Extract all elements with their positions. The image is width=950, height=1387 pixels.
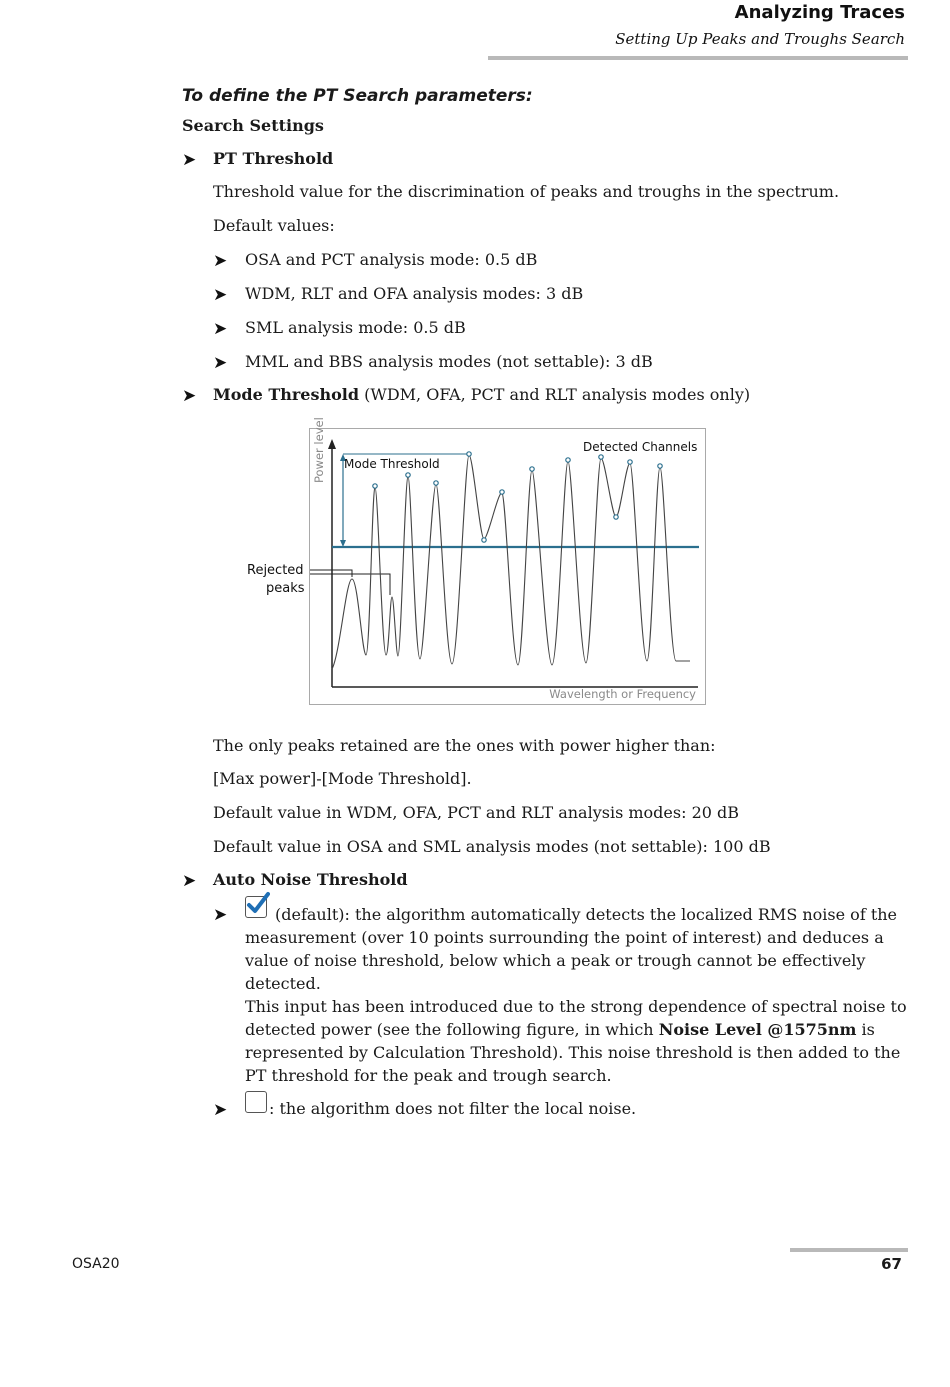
detected-trough-marker xyxy=(482,538,486,542)
detected-peak-marker xyxy=(434,481,438,485)
auto-noise-explanation-part1: This input has been introduced due to the strong dependence of spectral noise to detected power (see the following figure, in which xyxy=(245,997,907,1039)
page-number: 67 xyxy=(881,1255,902,1273)
detected-peak-marker xyxy=(373,484,377,488)
default-value-item: SML analysis mode: 0.5 dB xyxy=(245,318,466,337)
default-value-item: OSA and PCT analysis mode: 0.5 dB xyxy=(245,250,538,269)
detected-peak-marker xyxy=(406,473,410,477)
detected-peak-marker xyxy=(628,460,632,464)
auto-noise-unchecked-description: : the algorithm does not filter the local noise. xyxy=(269,1099,637,1118)
bullet-arrow-icon: ➤ xyxy=(213,1100,228,1120)
chapter-title: Analyzing Traces xyxy=(734,2,905,23)
product-name: OSA20 xyxy=(72,1256,120,1272)
y-axis-label: Power level xyxy=(312,417,326,483)
bullet-arrow-icon: ➤ xyxy=(213,319,228,339)
auto-noise-explanation-part2: is represented by Calculation Threshold). This noise threshold is then added to the PT threshold for the peak and trough search. xyxy=(245,1020,901,1085)
detected-peak-marker xyxy=(599,455,603,459)
bullet-arrow-icon: ➤ xyxy=(213,251,228,271)
noise-level-reference: Noise Level @1575nm xyxy=(658,1020,857,1039)
footer-rule xyxy=(790,1248,908,1252)
mode-threshold-label: Mode Threshold xyxy=(344,457,440,471)
default-value-item: MML and BBS analysis modes (not settable): 3 dB xyxy=(245,352,653,371)
detected-trough-marker xyxy=(614,515,618,519)
mode-threshold-qualifier: (WDM, OFA, PCT and RLT analysis modes only) xyxy=(359,385,751,404)
mode-threshold-formula: [Max power]-[Mode Threshold]. xyxy=(213,769,472,788)
rejected-leader-2 xyxy=(310,574,390,595)
section-heading: Search Settings xyxy=(182,116,324,135)
unchecked-checkbox-icon xyxy=(245,1091,267,1113)
header-rule xyxy=(488,56,908,60)
detected-peak-marker xyxy=(658,464,662,468)
mode-threshold-figure xyxy=(309,417,706,705)
pt-threshold-description: Threshold value for the discrimination of peaks and troughs in the spectrum. xyxy=(213,182,840,201)
bullet-arrow-icon: ➤ xyxy=(182,386,197,406)
procedure-title: To define the PT Search parameters: xyxy=(182,86,533,106)
rejected-peaks-label-line1: Rejected xyxy=(247,563,304,578)
auto-noise-title: Auto Noise Threshold xyxy=(213,870,408,889)
mode-threshold-title: Mode Threshold xyxy=(213,385,360,404)
mode-threshold-default-2: Default value in OSA and SML analysis modes (not settable): 100 dB xyxy=(213,837,771,856)
x-axis-label: Wavelength or Frequency xyxy=(549,687,696,701)
bullet-arrow-icon: ➤ xyxy=(213,353,228,373)
detected-peak-marker xyxy=(500,490,504,494)
mode-threshold-explanation: The only peaks retained are the ones with power higher than: xyxy=(213,736,716,755)
bullet-arrow-icon: ➤ xyxy=(182,150,197,170)
auto-noise-explanation xyxy=(245,995,907,1087)
section-title: Setting Up Peaks and Troughs Search xyxy=(615,30,905,48)
default-value-item: WDM, RLT and OFA analysis modes: 3 dB xyxy=(245,284,584,303)
detected-peak-marker xyxy=(566,458,570,462)
detected-channels-label: Detected Channels xyxy=(583,440,698,454)
bullet-arrow-icon: ➤ xyxy=(213,285,228,305)
rejected-peaks-label-line2: peaks xyxy=(266,581,305,596)
mode-threshold-default-1: Default value in WDM, OFA, PCT and RLT analysis modes: 20 dB xyxy=(213,803,740,822)
detected-peak-marker xyxy=(467,452,471,456)
bullet-arrow-icon: ➤ xyxy=(182,871,197,891)
detected-peak-marker xyxy=(530,467,534,471)
mode-threshold-heading xyxy=(213,385,750,404)
pt-threshold-defaults-label: Default values: xyxy=(213,216,335,235)
auto-noise-checked-description: (default): the algorithm automatically detects the localized RMS noise of the measurement (over 10 points surrounding the point of interest) and deduces a value of noise threshold, below which a peak or trough cannot be effectively detected. xyxy=(245,905,898,993)
bullet-arrow-icon: ➤ xyxy=(213,905,228,925)
pt-threshold-title: PT Threshold xyxy=(213,149,334,168)
y-axis-arrow xyxy=(328,439,336,449)
spectrum-trace xyxy=(332,455,690,669)
